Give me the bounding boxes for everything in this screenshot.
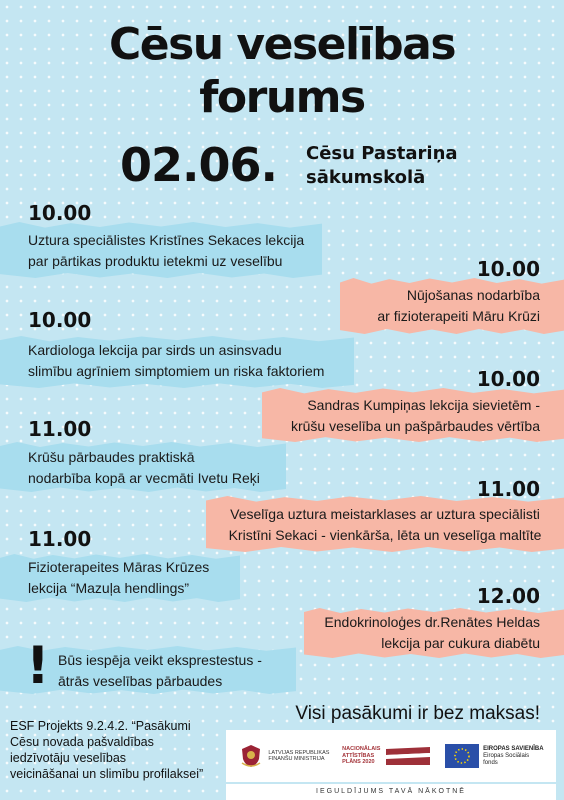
- event-description-line: Kardiologa lekcija par sirds un asinsvadu: [28, 342, 282, 358]
- event-time: 10.00: [476, 257, 540, 281]
- event-description-line: lekcija “Mazuļa hendlings”: [28, 580, 190, 596]
- latvian-flag-icon: [384, 745, 432, 767]
- event-description: [291, 395, 540, 437]
- exclamation-icon: !: [26, 636, 50, 696]
- nap-line: ATTĪSTĪBAS: [342, 752, 375, 759]
- event-description-line: slimību agrīniem simptomiem un riska faktoriem: [28, 363, 325, 379]
- note-line: ātrās veselības pārbaudes: [58, 673, 223, 689]
- eu-logo: [445, 744, 543, 768]
- eu-line: Eiropas Sociālais: [483, 752, 530, 759]
- eu-line: fonds: [483, 759, 498, 766]
- venue-line1: Cēsu Pastariņa: [306, 143, 458, 164]
- express-tests-note: [58, 650, 262, 692]
- event-time: 10.00: [476, 367, 540, 391]
- event-description-line: Endokrinoloģes dr.Renātes Heldas: [324, 614, 540, 630]
- event-description-line: Sandras Kumpiņas lekcija sievietēm -: [307, 397, 540, 413]
- project-line: iedzīvotāju veselības: [10, 751, 127, 765]
- event-description: [377, 285, 540, 327]
- event-description-line: nodarbība kopā ar vecmāti Ivetu Reķi: [28, 470, 260, 486]
- event-description: [28, 340, 324, 382]
- event-description-line: Nūjošanas nodarbība: [406, 287, 540, 303]
- event-time: 10.00: [28, 201, 92, 225]
- event-time: 11.00: [28, 417, 92, 441]
- event-description-line: Veselīga uztura meistarklases ar uztura speciālisti: [230, 506, 540, 522]
- event-time: 12.00: [476, 584, 540, 608]
- event-description-line: par pārtikas produktu ietekmi uz veselību: [28, 253, 283, 269]
- free-of-charge-note: Visi pasākumi ir bez maksas!: [295, 703, 540, 724]
- event-description: [28, 447, 260, 489]
- event-description: [28, 557, 209, 599]
- poster-title-line2: forums: [199, 72, 365, 123]
- event-description-line: Krūšu pārbaudes praktiskā: [28, 449, 195, 465]
- project-line: veicināšanai un slimību profilaksei”: [10, 767, 204, 781]
- ministry-name-line: LATVIJAS REPUBLIKAS: [268, 749, 330, 756]
- ministry-logo: [238, 743, 329, 769]
- project-info: [10, 718, 220, 782]
- event-description: [28, 230, 304, 272]
- event-time: 10.00: [28, 308, 92, 332]
- event-description: [324, 612, 540, 654]
- event-description-line: ar fizioterapeiti Māru Krūzi: [377, 308, 540, 324]
- event-time: 11.00: [476, 477, 540, 501]
- ministry-name-line: FINANŠU MINISTRIJA: [268, 756, 325, 762]
- project-line: Cēsu novada pašvaldības: [10, 735, 154, 749]
- event-description-line: Uztura speciālistes Kristīnes Sekaces lekcija: [28, 232, 305, 248]
- project-line: ESF Projekts 9.2.4.2. “Pasākumi: [10, 719, 191, 733]
- venue-line2: sākumskolā: [306, 167, 426, 188]
- poster-title-line1: Cēsu veselības: [108, 19, 456, 70]
- sponsor-logo-bar: [226, 730, 556, 782]
- event-description-line: krūšu veselība un pašpārbaudes vērtība: [290, 418, 540, 434]
- event-description-line: Fizioterapeites Māras Krūzes: [28, 559, 210, 575]
- investment-tagline: IEGULDĪJUMS TAVĀ NĀKOTNĒ: [226, 784, 556, 800]
- event-venue: [306, 142, 458, 190]
- event-description-line: Kristīni Sekaci - vienkārša, lēta un veselīga maltīte: [228, 527, 542, 543]
- nap-line: NACIONĀLAIS: [342, 746, 381, 753]
- event-time: 11.00: [28, 527, 92, 551]
- nap-logo: [342, 745, 432, 767]
- event-description: [206, 504, 564, 546]
- event-description-line: lekcija par cukura diabētu: [381, 635, 540, 651]
- nap-line: PLĀNS 2020: [342, 759, 375, 766]
- eu-line: EIROPAS SAVIENĪBA: [483, 745, 544, 752]
- coat-of-arms-icon: [238, 743, 264, 769]
- eu-flag-icon: [445, 744, 479, 768]
- event-date: 02.06.: [120, 138, 277, 192]
- note-line: Būs iespēja veikt eksprestestus -: [58, 652, 262, 668]
